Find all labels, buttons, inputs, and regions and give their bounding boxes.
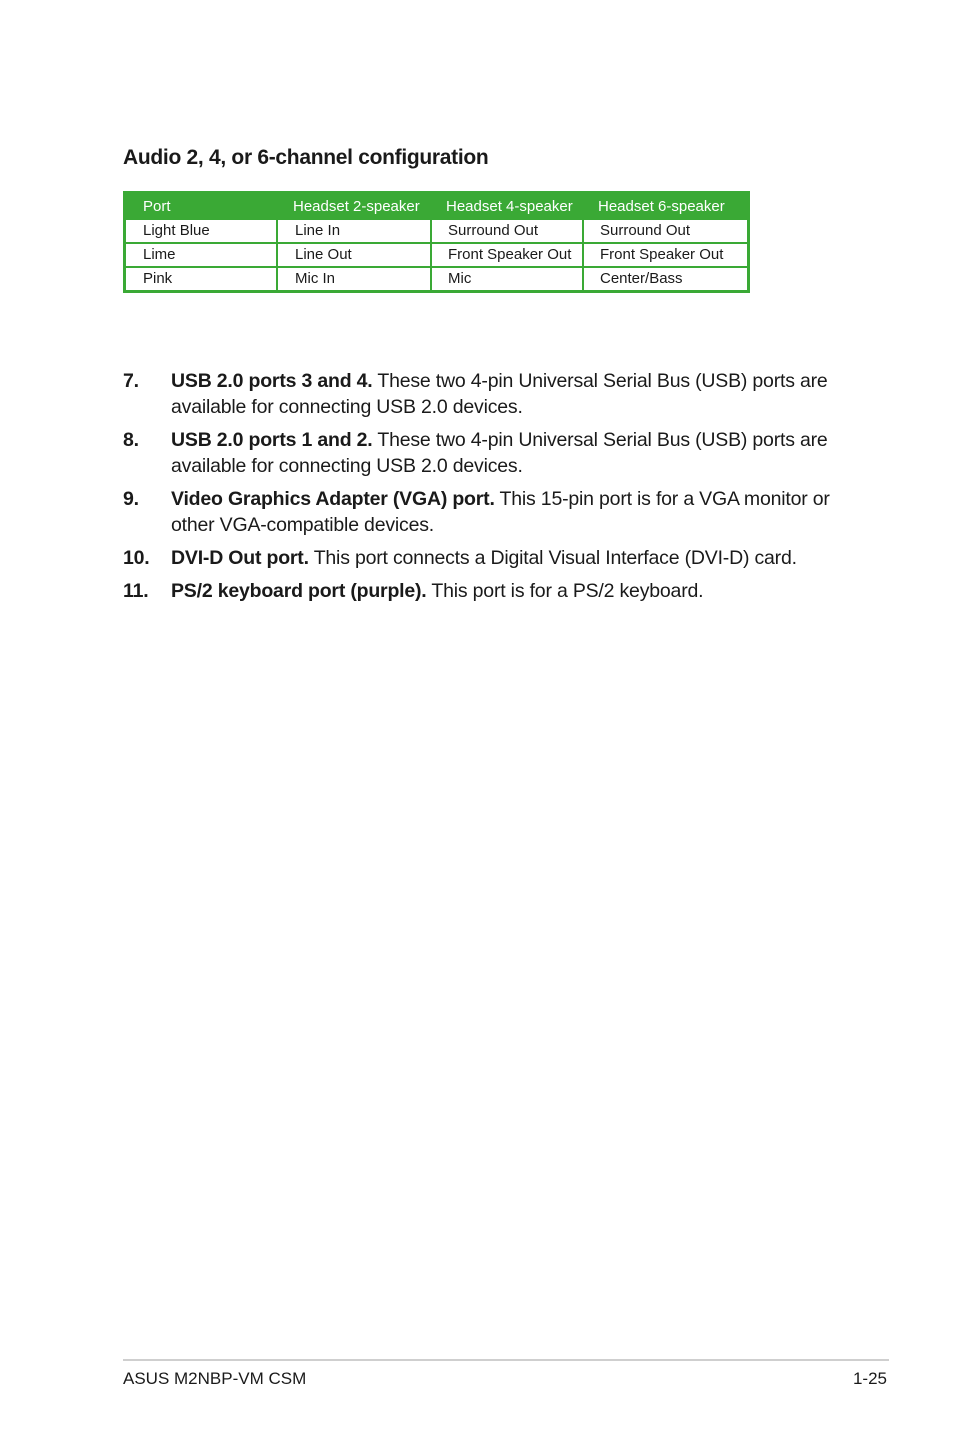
item-heading: USB 2.0 ports 1 and 2.	[171, 429, 373, 451]
table-cell: Front Speaker Out	[582, 242, 747, 266]
item-heading: DVI-D Out port.	[171, 547, 309, 569]
list-item	[123, 578, 843, 604]
table-cell: Light Blue	[126, 220, 276, 242]
port-description-list	[123, 368, 843, 611]
table-cell: Pink	[126, 266, 276, 290]
table-row	[126, 242, 747, 266]
item-number: 9.	[123, 488, 139, 510]
table-cell: Mic In	[276, 266, 430, 290]
table-row	[126, 266, 747, 290]
table-cell: Line In	[276, 220, 430, 242]
audio-configuration-table	[123, 191, 750, 293]
header-4-speaker: Headset 4-speaker	[430, 191, 582, 220]
section-title: Audio 2, 4, or 6-channel configuration	[123, 146, 489, 169]
table-cell: Line Out	[276, 242, 430, 266]
table-header-row	[126, 191, 747, 220]
table-cell: Front Speaker Out	[430, 242, 582, 266]
item-text: These two 4-pin Universal Serial Bus (USB) ports are available for connecting USB 2.0 devices.	[171, 429, 828, 477]
item-heading: PS/2 keyboard port (purple).	[171, 580, 427, 602]
footer-product-name: ASUS M2NBP-VM CSM	[123, 1369, 307, 1388]
header-port: Port	[126, 191, 276, 220]
list-item	[123, 545, 843, 571]
table-cell: Surround Out	[430, 220, 582, 242]
item-number: 7.	[123, 370, 139, 392]
footer-divider	[123, 1359, 889, 1361]
item-text: This 15-pin port is for a VGA monitor or other VGA-compatible devices.	[171, 488, 830, 536]
table-cell: Lime	[126, 242, 276, 266]
table-row	[126, 220, 747, 242]
list-item	[123, 486, 843, 538]
header-2-speaker: Headset 2-speaker	[276, 191, 430, 220]
table-cell: Surround Out	[582, 220, 747, 242]
item-heading: USB 2.0 ports 3 and 4.	[171, 370, 373, 392]
item-heading: Video Graphics Adapter (VGA) port.	[171, 488, 495, 510]
item-number: 11.	[123, 580, 149, 602]
header-6-speaker: Headset 6-speaker	[582, 191, 747, 220]
item-text: This port connects a Digital Visual Interface (DVI-D) card.	[313, 547, 797, 569]
list-item	[123, 368, 843, 420]
table-cell: Mic	[430, 266, 582, 290]
item-text: This port is for a PS/2 keyboard.	[431, 580, 704, 602]
list-item	[123, 427, 843, 479]
footer-page-number: 1-25	[852, 1369, 887, 1388]
item-number: 10.	[123, 547, 150, 569]
table-cell: Center/Bass	[582, 266, 747, 290]
item-number: 8.	[123, 429, 139, 451]
item-text: These two 4-pin Universal Serial Bus (USB) ports are available for connecting USB 2.0 devices.	[171, 370, 828, 418]
